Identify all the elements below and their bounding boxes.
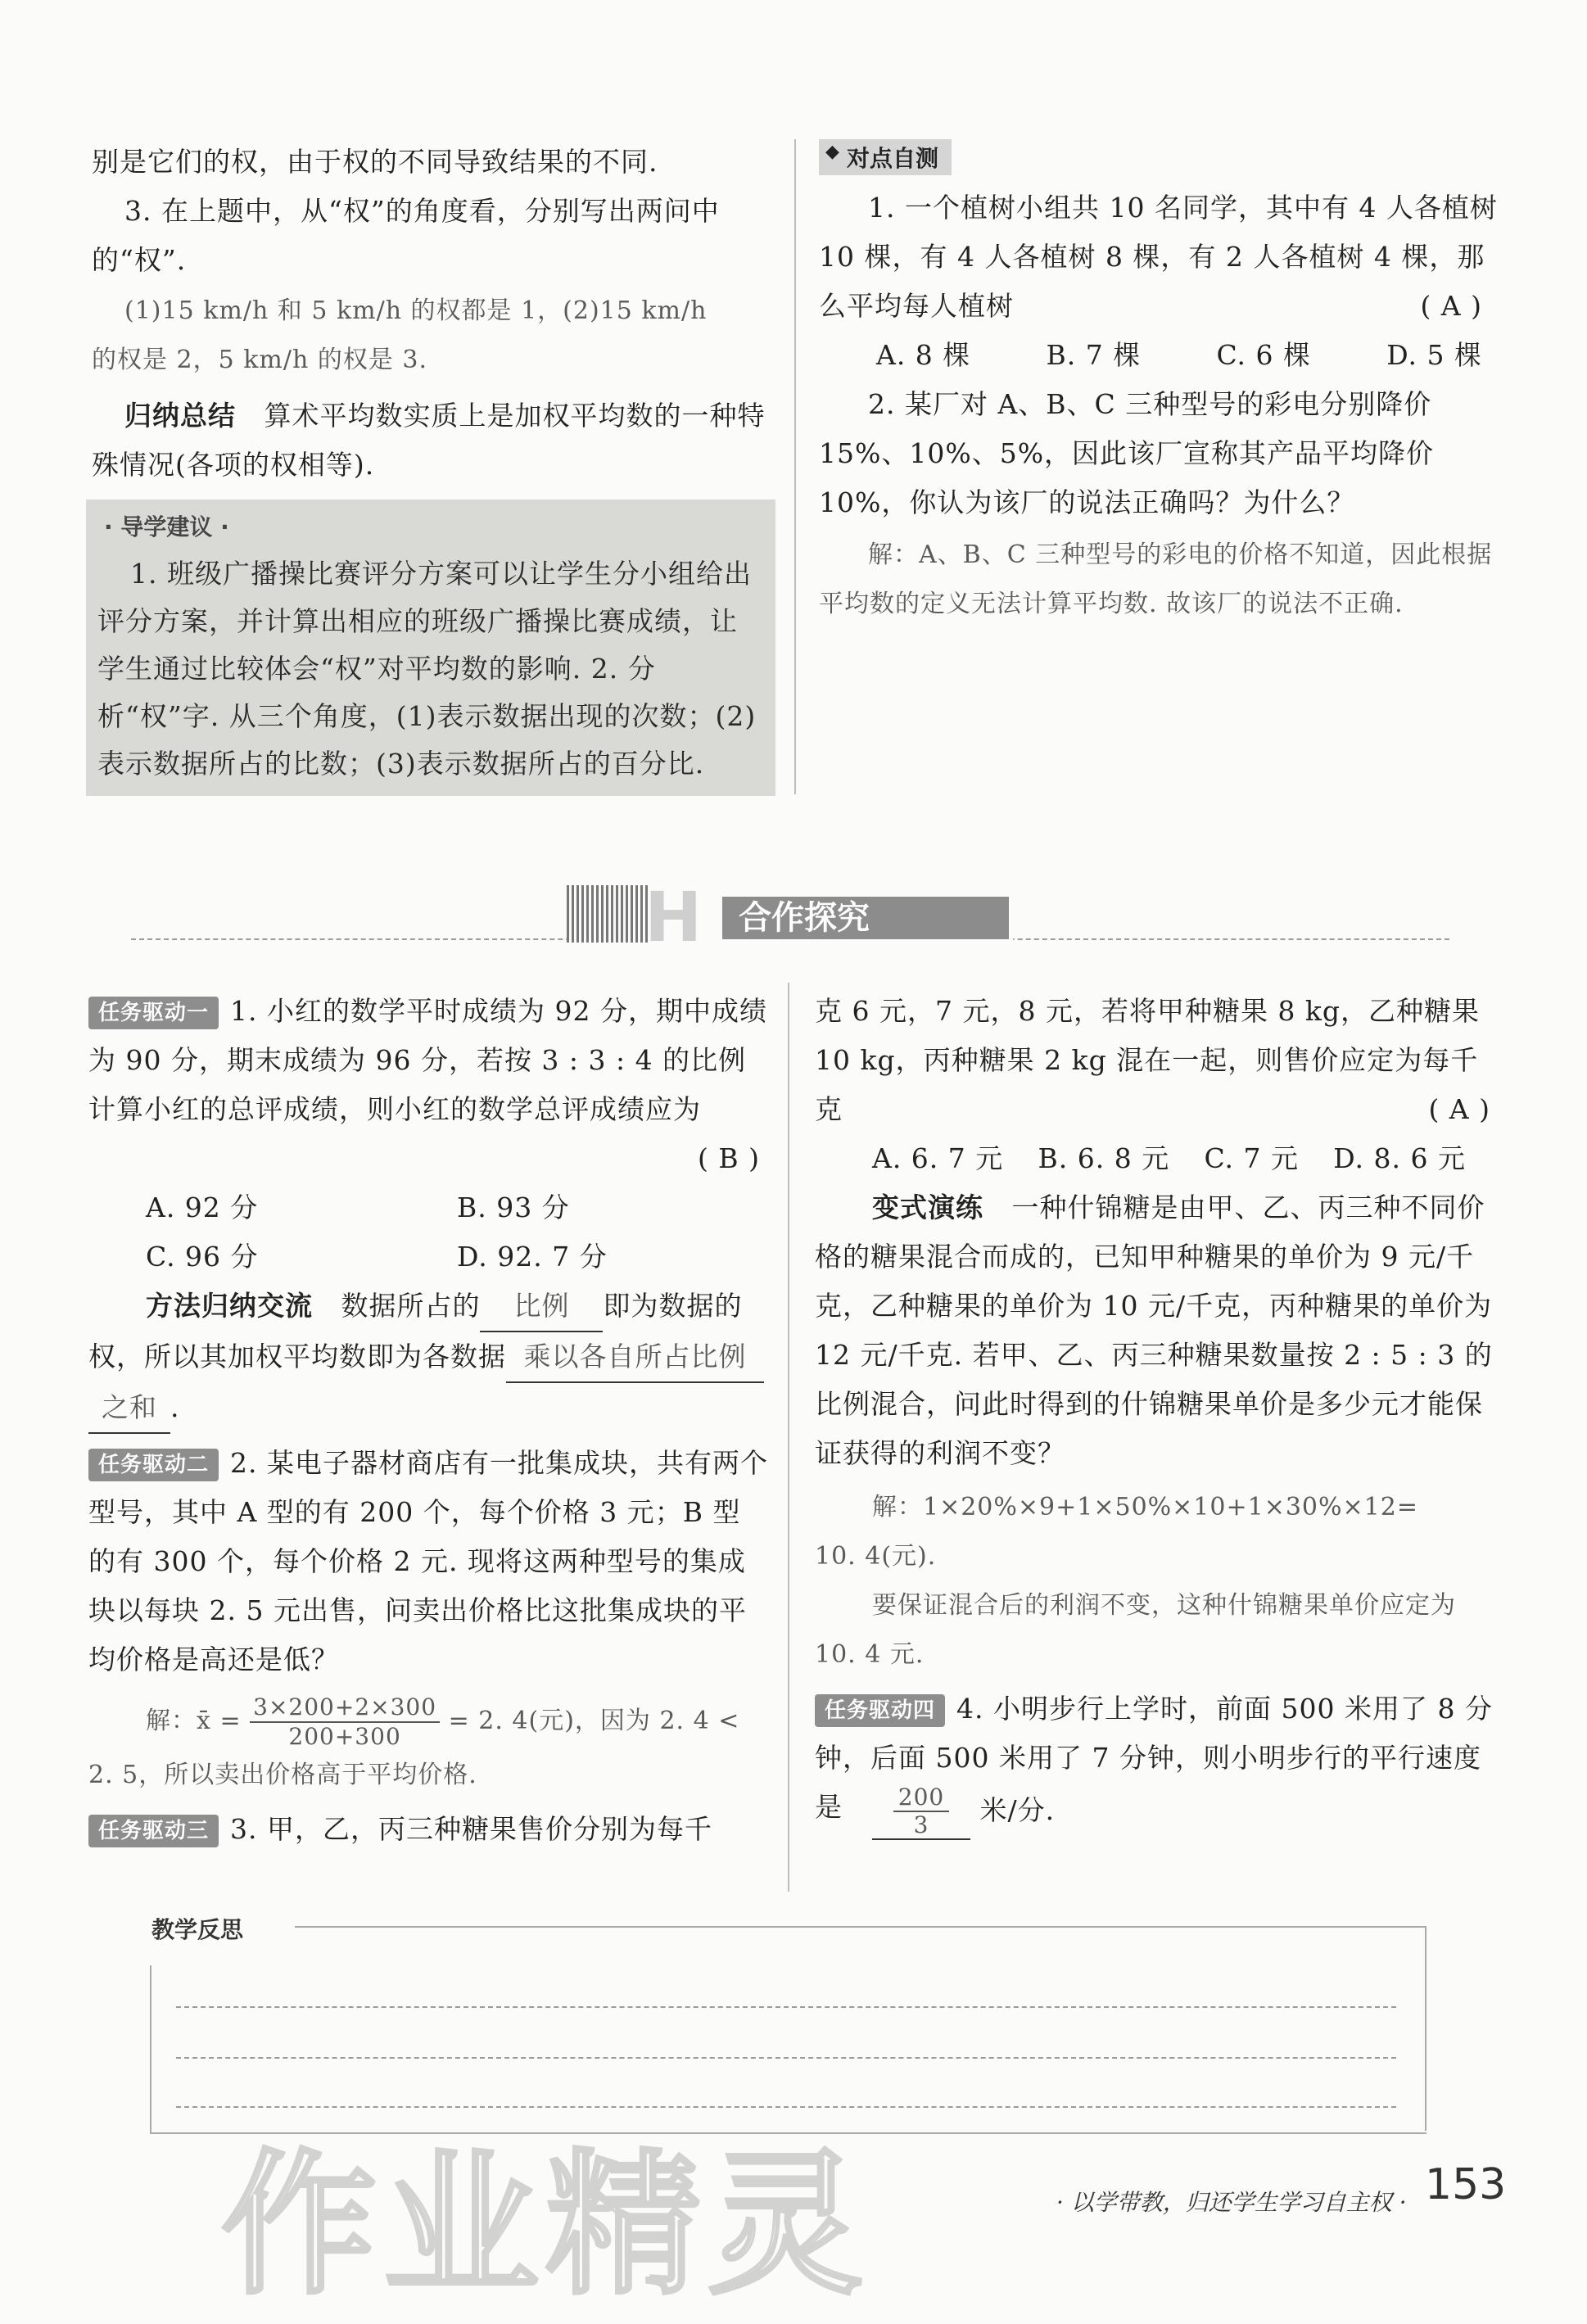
self-test-q1-answer: ( A ) — [1420, 290, 1482, 322]
task-4-fraction — [872, 1784, 970, 1838]
guide-title: · 导学建议 · — [104, 513, 229, 540]
summary-paragraph — [92, 391, 771, 490]
guide-box — [86, 500, 775, 796]
column-divider-top — [794, 139, 796, 794]
task-4-question: 4. 小明步行上学时，前面 500 米用了 8 分钟，后面 500 米用了 7 分钟，则小明步行的平行速度是 — [815, 1693, 1493, 1823]
left-top-block — [92, 138, 771, 490]
option: C. 96 分 — [146, 1241, 259, 1273]
banner — [567, 877, 1013, 957]
task-3 — [88, 1805, 768, 1854]
task-2-tag: 任务驱动二 — [88, 1449, 219, 1481]
variant-solution-2: 10. 4(元). — [815, 1542, 937, 1571]
banner-stripes — [567, 885, 649, 943]
option: D. 92. 7 分 — [457, 1241, 608, 1273]
method-text-1: 数据所占的 — [341, 1290, 481, 1322]
page-number: 153 — [1425, 2160, 1507, 2209]
option: D. 5 棵 — [1386, 339, 1482, 371]
task-4-blank — [872, 1784, 970, 1840]
task-2-sol-pre: 解：x̄ = — [146, 1707, 242, 1735]
option: A. 92 分 — [146, 1191, 259, 1223]
task-4-unit: 米/分. — [979, 1794, 1056, 1826]
method-blank-1: 比例 — [480, 1282, 603, 1332]
self-test-q2-solution: 解：A、B、C 三种型号的彩电的价格不知道，因此根据平均数的定义无法计算平均数. 故该厂的说法不正确. — [819, 540, 1493, 618]
task-2-fraction — [250, 1693, 440, 1751]
task-1 — [88, 987, 768, 1134]
method-blank-2: 乘以各自所占比例 — [506, 1332, 764, 1383]
task-1-options — [88, 1183, 768, 1282]
variant-exercise — [815, 1183, 1499, 1478]
method-summary — [88, 1282, 768, 1434]
right-bottom-block — [815, 987, 1499, 1840]
option: D. 8. 6 元 — [1333, 1142, 1466, 1174]
task-3-question: 3. 甲，乙，丙三种糖果售价分别为每千 — [230, 1813, 712, 1845]
option: B. 93 分 — [457, 1191, 570, 1223]
answer-3-line2: 的权是 2，5 km/h 的权是 3. — [92, 346, 427, 374]
task-2-solution-line1 — [88, 1693, 768, 1751]
summary-text: 算术平均数实质上是加权平均数的一种特殊情况(各项的权相等). — [92, 400, 766, 481]
right-top-block — [819, 139, 1499, 629]
task-1-tag: 任务驱动一 — [88, 997, 219, 1029]
fraction-denominator: 3 — [913, 1811, 929, 1838]
method-text-2: 即为数据的权，所以其加权平均数即为各数据 — [88, 1290, 743, 1372]
self-test-q1-options — [819, 331, 1499, 380]
method-end: . — [170, 1391, 180, 1423]
reflection-left-rule — [150, 1965, 151, 2133]
banner-letter: H — [644, 877, 703, 957]
fraction-numerator: 3×200+2×300 — [250, 1693, 440, 1723]
self-test-label: 对点自测 — [847, 145, 939, 172]
self-test-q1: 1. 一个植树小组共 10 名同学，其中有 4 人各植树 10 棵，有 4 人各植树 8 棵，有 2 人各植树 4 棵，那么平均每人植树 — [819, 192, 1498, 322]
left-bottom-block — [88, 987, 768, 1854]
task-4-answer-line — [815, 1784, 1499, 1840]
method-label: 方法归纳交流 — [146, 1290, 313, 1322]
option: B. 7 棵 — [1046, 339, 1142, 371]
task-2-sol-post: = 2. 4(元)，因为 2. 4 < — [448, 1707, 740, 1735]
fraction-denominator: 200+300 — [288, 1723, 401, 1750]
continuation-line: 别是它们的权，由于权的不同导致结果的不同. — [92, 146, 658, 178]
self-test-header — [819, 139, 952, 175]
question-3: 3. 在上题中，从“权”的角度看，分别写出两问中的“权”. — [92, 195, 720, 276]
reflection-label: 教学反思 — [151, 1916, 244, 1943]
task-1-answer: ( B ) — [698, 1142, 760, 1174]
task-2 — [88, 1439, 768, 1684]
variant-text: 一种什锦糖是由甲、乙、丙三种不同价格的糖果混合而成的，已知甲种糖果的单价为 9 元/千克，乙种糖果的单价为 10 元/千克，丙种糖果的单价为 12 元/千克. 若甲、乙、丙三种糖果数量按 2 : 5 : 3 的比例混合，问此时得到的什锦糖果单价是多少元才能保证获得的利润不变？ — [815, 1191, 1493, 1469]
variant-solution-3: 要保证混合后的利润不变，这种什锦糖果单价应定为 10. 4 元. — [815, 1591, 1456, 1669]
task-2-solution-line2: 2. 5，所以卖出价格高于平均价格. — [88, 1761, 477, 1789]
option: C. 6 棵 — [1216, 339, 1311, 371]
summary-label: 归纳总结 — [124, 400, 236, 432]
method-blank-3: 之和 — [88, 1383, 170, 1434]
option: A. 8 棵 — [876, 339, 971, 371]
answer-3-line1: (1)15 km/h 和 5 km/h 的权都是 1，(2)15 km/h — [124, 296, 708, 325]
fraction-numerator: 200 — [893, 1784, 949, 1812]
diamond-icon: ◆ — [825, 142, 839, 162]
variant-label: 变式演练 — [872, 1191, 983, 1223]
guide-text: 1. 班级广播操比赛评分方案可以让学生分小组给出评分方案，并计算出相应的班级广播操比赛成绩，让学生通过比较体会“权”对平均数的影响. 2. 分析“权”字. 从三个角度，(1)表示数据出现的次数；(2)表示数据所占的比数；(3)表示数据所占的百分比. — [97, 558, 757, 780]
option: A. 6. 7 元 — [872, 1142, 1004, 1174]
banner-title: 合作探究 — [722, 897, 1009, 939]
column-divider-bottom — [788, 983, 789, 1892]
option: C. 7 元 — [1204, 1142, 1299, 1174]
task-2-question: 2. 某电子器材商店有一批集成块，共有两个型号，其中 A 型的有 200 个，每个价格 3 元；B 型的有 300 个，每个价格 2 元. 现将这两种型号的集成块以每块 2. 5 元出售，问卖出价格比这批集成块的平均价格是高还是低？ — [88, 1447, 768, 1675]
reflection-line-1 — [176, 2006, 1396, 2008]
reflection-right-rule — [1425, 1926, 1426, 2131]
variant-solution-1: 解：1×20%×9+1×50%×10+1×30%×12= — [872, 1493, 1418, 1521]
task-3-answer: ( A ) — [1428, 1093, 1490, 1125]
reflection-top-rule — [295, 1926, 1425, 1928]
reflection-line-2 — [176, 2057, 1396, 2059]
option: B. 6. 8 元 — [1038, 1142, 1170, 1174]
task-1-question: 1. 小红的数学平时成绩为 92 分，期中成绩为 90 分，期末成绩为 96 分，若按 3 : 3 : 4 的比例计算小红的总评成绩，则小红的数学总评成绩应为 — [88, 995, 767, 1125]
task-3-continuation: 克 6 元，7 元，8 元，若将甲种糖果 8 kg，乙种糖果 10 kg，丙种糖果 2 kg 混在一起，则售价应定为每千克 — [815, 995, 1481, 1125]
task-4-tag: 任务驱动四 — [815, 1694, 945, 1727]
task-3-options — [815, 1134, 1499, 1183]
task-3-tag: 任务驱动三 — [88, 1815, 219, 1847]
self-test-q2: 2. 某厂对 A、B、C 三种型号的彩电分别降价 15%、10%、5%，因此该厂宣称其产品平均降价 10%，你认为该厂的说法正确吗？为什么？ — [819, 388, 1435, 518]
footer-motto: · 以学带教，归还学生学习自主权 · — [1056, 2189, 1407, 2216]
watermark: 作业精灵 — [221, 2135, 870, 2316]
